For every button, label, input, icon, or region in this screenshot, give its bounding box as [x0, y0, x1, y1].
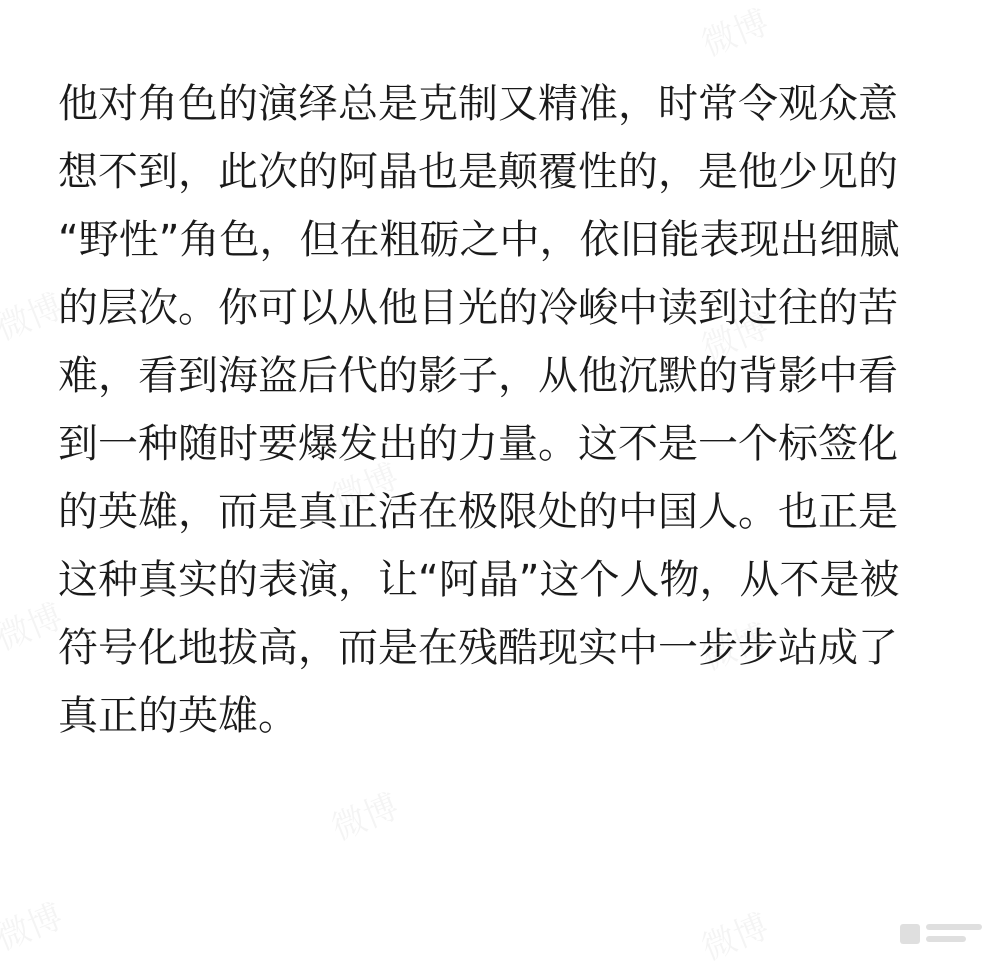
watermark-logo — [693, 899, 774, 970]
watermark-logo — [693, 0, 774, 66]
text-line: 他对角色的演绎总是克制又精准，时常令观众意 — [58, 81, 898, 127]
text-line: 的层次。你可以从他目光的冷峻中读到过往的苦 — [58, 285, 898, 331]
watermark-corner-icon — [898, 916, 986, 952]
text-line: 的英雄，而是真正活在极限处的中国人。也正是 — [58, 489, 898, 535]
watermark-logo — [0, 889, 69, 960]
text-line: 难，看到海盗后代的影子，从他沉默的背影中看 — [58, 353, 898, 399]
text-line: 到一种随时要爆发出的力量。这不是一个标签化 — [58, 421, 898, 467]
watermark-logo — [323, 779, 404, 850]
text-line: “野性”角色，但在粗砺之中，依旧能表现出细腻 — [58, 217, 900, 263]
article-body — [58, 74, 938, 754]
text-line: 真正的英雄。 — [58, 693, 298, 739]
text-line: 这种真实的表演，让“阿晶”这个人物，从不是被 — [58, 557, 900, 603]
text-line: 符号化地拔高，而是在残酷现实中一步步站成了 — [58, 625, 898, 671]
text-line: 想不到，此次的阿晶也是颠覆性的，是他少见的 — [58, 149, 898, 195]
